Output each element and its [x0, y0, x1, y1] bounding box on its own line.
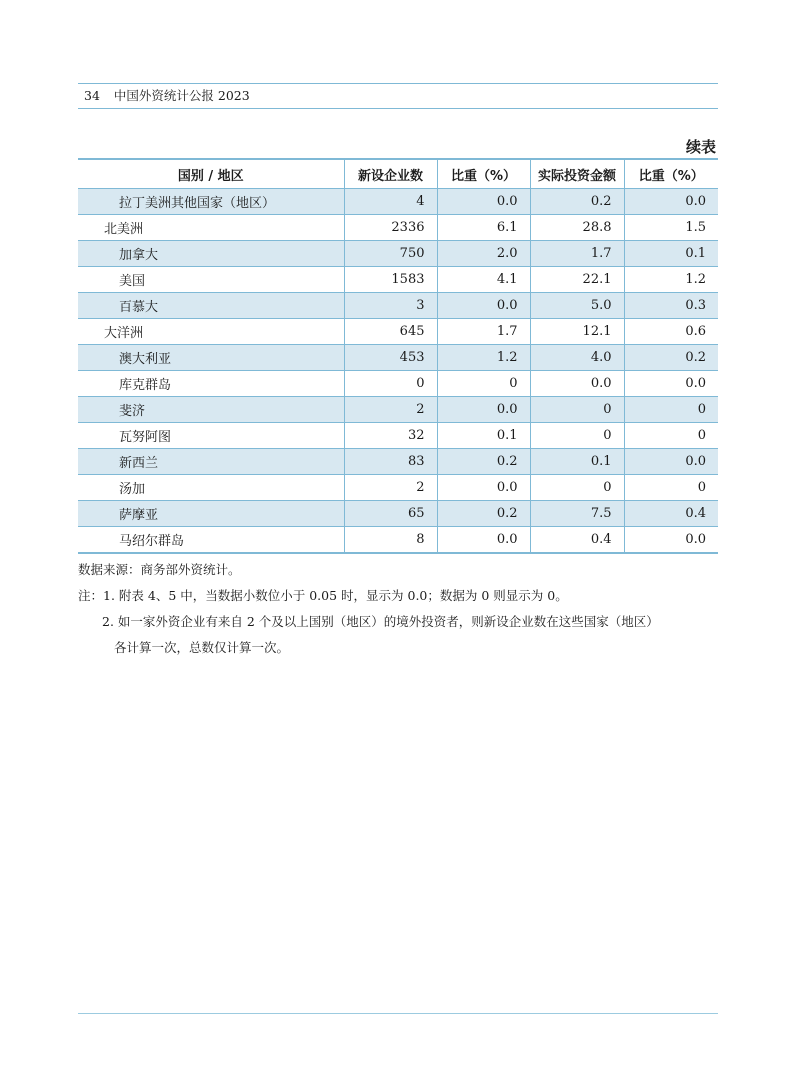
share-cell: 0.2	[437, 449, 530, 475]
investment-share-cell: 0.3	[624, 293, 718, 319]
table-row	[78, 319, 718, 345]
region-cell: 美国	[78, 267, 344, 293]
new-enterprises-cell: 65	[344, 501, 437, 527]
new-enterprises-cell: 3	[344, 293, 437, 319]
table-row	[78, 397, 718, 423]
table-row	[78, 345, 718, 371]
share-cell: 2.0	[437, 241, 530, 267]
table-row	[78, 267, 718, 293]
new-enterprises-cell: 645	[344, 319, 437, 345]
investment-share-cell: 0.0	[624, 527, 718, 554]
actual-investment-cell: 12.1	[530, 319, 624, 345]
share-cell: 0.0	[437, 189, 530, 215]
new-enterprises-cell: 453	[344, 345, 437, 371]
new-enterprises-cell: 0	[344, 371, 437, 397]
share-cell: 1.2	[437, 345, 530, 371]
share-cell: 0.1	[437, 423, 530, 449]
investment-table	[78, 158, 718, 554]
investment-share-cell: 0.1	[624, 241, 718, 267]
investment-share-cell: 0.2	[624, 345, 718, 371]
actual-investment-cell: 5.0	[530, 293, 624, 319]
actual-investment-cell: 0.2	[530, 189, 624, 215]
share-cell: 0.0	[437, 527, 530, 554]
region-cell: 新西兰	[78, 449, 344, 475]
column-header-region: 国别 / 地区	[78, 159, 344, 189]
column-header-new-enterprises: 新设企业数	[344, 159, 437, 189]
actual-investment-cell: 0	[530, 475, 624, 501]
note-1: 注：1. 附表 4、5 中，当数据小数位小于 0.05 时，显示为 0.0；数据为 0 则显示为 0。	[78, 588, 568, 603]
share-cell: 0.0	[437, 397, 530, 423]
table-row	[78, 501, 718, 527]
table-row	[78, 475, 718, 501]
region-cell: 大洋洲	[78, 319, 344, 345]
table-header-row	[78, 159, 718, 189]
table-row	[78, 423, 718, 449]
new-enterprises-cell: 4	[344, 189, 437, 215]
share-cell: 0	[437, 371, 530, 397]
actual-investment-cell: 7.5	[530, 501, 624, 527]
actual-investment-cell: 0	[530, 423, 624, 449]
investment-share-cell: 1.5	[624, 215, 718, 241]
region-cell: 澳大利亚	[78, 345, 344, 371]
new-enterprises-cell: 8	[344, 527, 437, 554]
note-2-continued: 各计算一次，总数仅计算一次。	[114, 640, 290, 655]
share-cell: 0.0	[437, 475, 530, 501]
region-cell: 萨摩亚	[78, 501, 344, 527]
page-number: 34	[84, 88, 100, 103]
region-cell: 拉丁美洲其他国家（地区）	[78, 189, 344, 215]
investment-share-cell: 0.4	[624, 501, 718, 527]
region-cell: 库克群岛	[78, 371, 344, 397]
share-cell: 0.2	[437, 501, 530, 527]
column-header-investment-share: 比重（%）	[624, 159, 718, 189]
investment-share-cell: 0.0	[624, 371, 718, 397]
footer-rule	[78, 1013, 718, 1014]
data-source-note: 数据来源：商务部外资统计。	[78, 562, 241, 577]
page-header	[78, 83, 718, 109]
table-row	[78, 241, 718, 267]
region-cell: 百慕大	[78, 293, 344, 319]
actual-investment-cell: 0.1	[530, 449, 624, 475]
region-cell: 斐济	[78, 397, 344, 423]
investment-share-cell: 0	[624, 423, 718, 449]
region-cell: 汤加	[78, 475, 344, 501]
share-cell: 0.0	[437, 293, 530, 319]
table-row	[78, 449, 718, 475]
actual-investment-cell: 0.0	[530, 371, 624, 397]
share-cell: 6.1	[437, 215, 530, 241]
new-enterprises-cell: 83	[344, 449, 437, 475]
investment-share-cell: 0.0	[624, 189, 718, 215]
actual-investment-cell: 22.1	[530, 267, 624, 293]
publication-title: 中国外资统计公报 2023	[113, 88, 250, 103]
investment-share-cell: 0	[624, 397, 718, 423]
actual-investment-cell: 4.0	[530, 345, 624, 371]
table-row	[78, 215, 718, 241]
share-cell: 4.1	[437, 267, 530, 293]
new-enterprises-cell: 2	[344, 397, 437, 423]
new-enterprises-cell: 2	[344, 475, 437, 501]
investment-share-cell: 0	[624, 475, 718, 501]
region-cell: 北美洲	[78, 215, 344, 241]
new-enterprises-cell: 750	[344, 241, 437, 267]
table-row	[78, 189, 718, 215]
region-cell: 加拿大	[78, 241, 344, 267]
column-header-actual-investment: 实际投资金额	[530, 159, 624, 189]
investment-share-cell: 0.0	[624, 449, 718, 475]
continued-label: 续表	[685, 138, 716, 156]
investment-share-cell: 1.2	[624, 267, 718, 293]
note-2: 2. 如一家外资企业有来自 2 个及以上国别（地区）的境外投资者，则新设企业数在这些国家（地区）	[102, 614, 659, 629]
table-row	[78, 527, 718, 554]
region-cell: 马绍尔群岛	[78, 527, 344, 554]
actual-investment-cell: 0.4	[530, 527, 624, 554]
actual-investment-cell: 0	[530, 397, 624, 423]
table-row	[78, 293, 718, 319]
region-cell: 瓦努阿图	[78, 423, 344, 449]
new-enterprises-cell: 2336	[344, 215, 437, 241]
share-cell: 1.7	[437, 319, 530, 345]
actual-investment-cell: 28.8	[530, 215, 624, 241]
column-header-share: 比重（%）	[437, 159, 530, 189]
new-enterprises-cell: 32	[344, 423, 437, 449]
table-row	[78, 371, 718, 397]
investment-share-cell: 0.6	[624, 319, 718, 345]
notes-section	[78, 557, 718, 661]
actual-investment-cell: 1.7	[530, 241, 624, 267]
new-enterprises-cell: 1583	[344, 267, 437, 293]
